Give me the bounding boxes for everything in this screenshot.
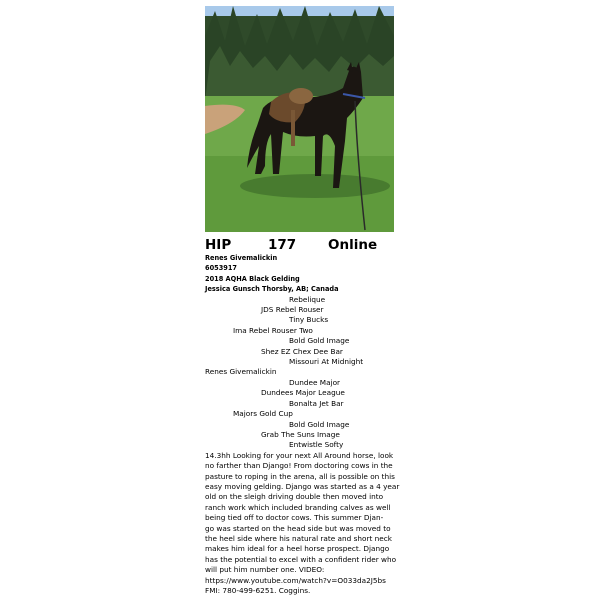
sale-listing bbox=[205, 6, 400, 596]
hip-line bbox=[205, 237, 394, 253]
description-line: pasture to roping in the arena, all is possible on this bbox=[205, 471, 395, 481]
video-link[interactable]: https://www.youtube.com/watch?v=O033da2J5bs bbox=[205, 575, 386, 585]
description-line: the heel side where his natural rate and short neck bbox=[205, 533, 393, 543]
registration-number: 6053917 bbox=[205, 263, 237, 273]
horse-description bbox=[205, 450, 400, 597]
horse-description-line: 2018 AQHA Black Gelding bbox=[205, 273, 300, 283]
description-line: makes him ideal for a heel horse prospect. Django bbox=[205, 544, 390, 554]
pedigree-entry: Bold Gold Image bbox=[289, 336, 350, 346]
horse-photo-image bbox=[205, 6, 394, 232]
description-line: ranch work which included branding calves as well bbox=[205, 502, 391, 512]
horse-name: Renes Givemalickin bbox=[205, 253, 278, 262]
description-line: go was started on the head side but was moved to bbox=[205, 523, 391, 533]
hip-number: 177 bbox=[268, 237, 297, 253]
horse-photo bbox=[205, 6, 394, 232]
pedigree-entry: Bold Gold Image bbox=[289, 419, 350, 429]
description-line: will put him number one. VIDEO: bbox=[205, 565, 325, 575]
description-line: old on the sleigh driving double then moved into bbox=[205, 492, 384, 502]
pedigree-entry: JDS Rebel Rouser bbox=[261, 305, 324, 315]
owner-location: Jessica Gunsch Thorsby, AB; Canada bbox=[205, 284, 339, 294]
pedigree-entry: Grab The Suns Image bbox=[261, 429, 340, 439]
description-line: easy moving gelding. Django was started as a 4 year bbox=[205, 481, 400, 491]
description-line: being tied off to doctor cows. This summer Djan- bbox=[205, 513, 384, 523]
description-line: has the potential to excel with a confident rider who bbox=[205, 554, 397, 564]
pedigree-entry: Ima Rebel Rouser Two bbox=[233, 325, 313, 335]
pedigree-entry: Rebelique bbox=[289, 294, 326, 304]
description-line: FMI: 780-499-6251. Coggins. bbox=[205, 586, 311, 595]
pedigree bbox=[205, 295, 394, 451]
hip-label: HIP bbox=[205, 237, 232, 253]
pedigree-entry: Majors Gold Cup bbox=[233, 409, 293, 419]
pedigree-entry: Tiny Bucks bbox=[289, 315, 329, 325]
pedigree-entry: Dundee Major bbox=[289, 377, 341, 387]
description-line: 14.3hh Looking for your next All Around horse, look bbox=[205, 450, 394, 460]
pedigree-entry: Renes Givemalickin bbox=[205, 367, 277, 377]
pedigree-entry: Shez EZ Chex Dee Bar bbox=[261, 346, 343, 356]
pedigree-entry: Missouri At Midnight bbox=[289, 357, 364, 367]
description-line: no farther than Django! From doctoring cows in the bbox=[205, 461, 393, 471]
sale-status: Online bbox=[328, 237, 378, 253]
pedigree-entry: Bonalta Jet Bar bbox=[289, 398, 344, 408]
pedigree-entry: Entwistle Softy bbox=[289, 440, 344, 450]
pedigree-entry: Dundees Major League bbox=[261, 388, 345, 398]
